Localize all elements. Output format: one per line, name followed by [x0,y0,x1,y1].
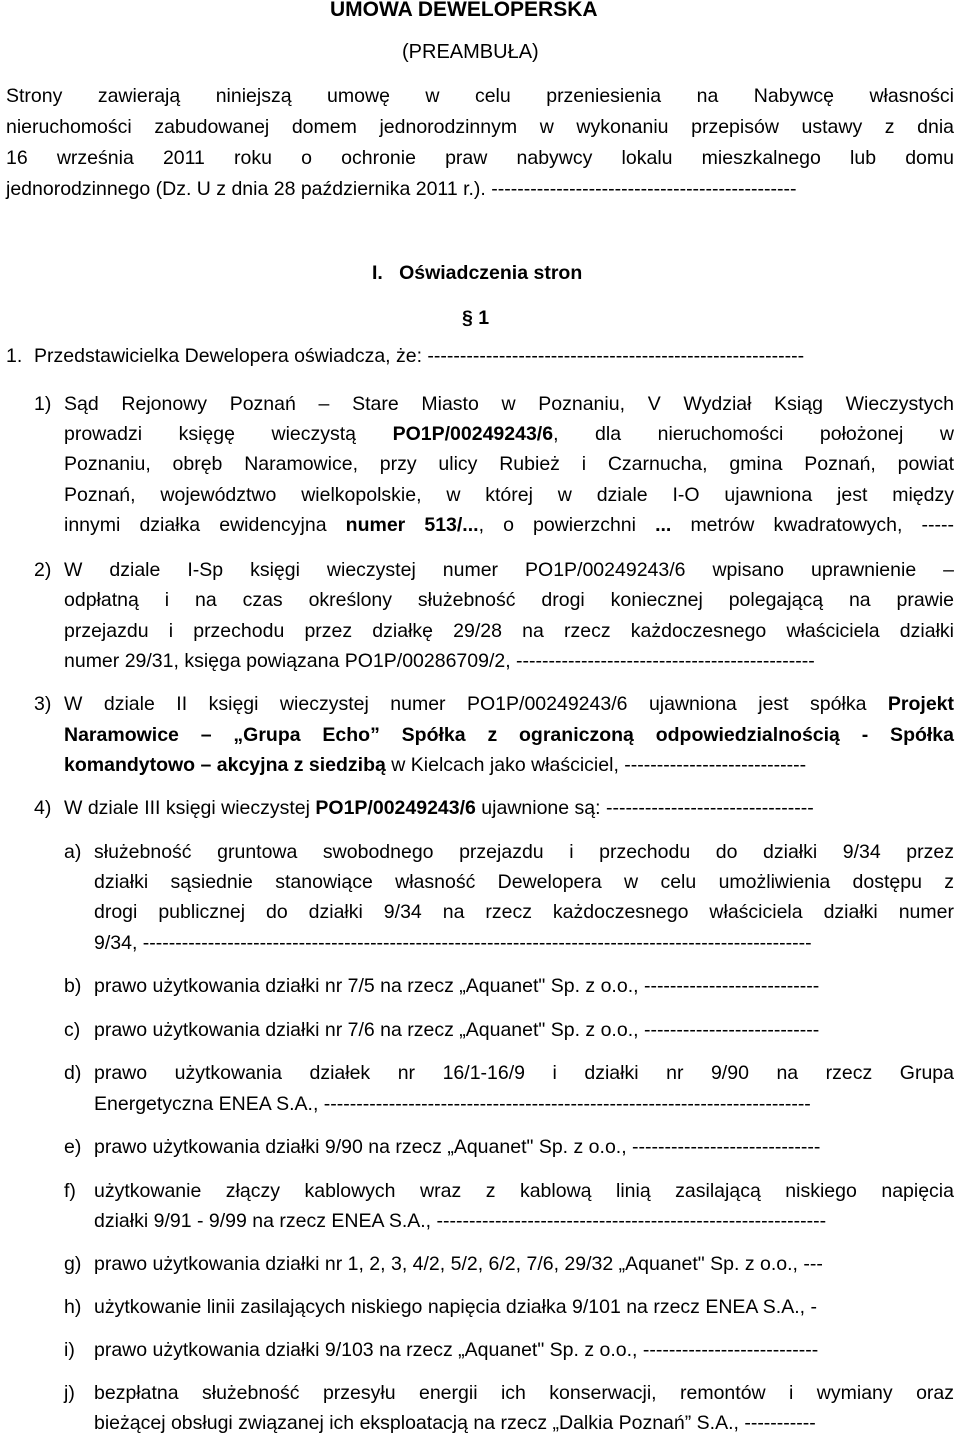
preamble-line: Strony zawierają niniejszą umowę w celu przeniesienia na Nabywcę własności [6,85,954,107]
company-name: Projekt [887,693,954,715]
subitem-line [64,692,954,716]
subitem-line: numer 29/31, księga powiązana PO1P/00286709/2, ---------------------------------------------- [64,650,815,672]
letter-label: c) [64,1019,81,1041]
letter-line: bieżącej obsługi związanej ich eksploatacją na rzecz „Dalkia Poznań” S.A., ----------- [94,1412,816,1434]
preamble-heading: (PREAMBUŁA) [402,41,539,63]
company-name-line: Naramowice – „Grupa Echo” Spółka z ograniczoną odpowiedzialnością - Spółka [64,724,954,746]
subitem-line: przejazdu i przechodu przez działkę 29/28 na rzecz każdoczesnego właściciela działki [64,620,954,642]
letter-label: d) [64,1062,82,1084]
subitem-line: odpłatną i na czas określony służebność drogi koniecznej polegającą na prawie [64,589,954,611]
letter-line: prawo użytkowania działki 9/103 na rzecz „Aquanet" Sp. z o.o., --------------------------- [94,1339,819,1361]
land-register-number: PO1P/00249243/6 [315,797,476,819]
letter-line: działki 9/91 - 9/99 na rzecz ENEA S.A., ------------------------------------------------------------ [94,1210,827,1232]
section-heading: I. Oświadczenia stron [372,262,583,284]
letter-line: służebność gruntowa swobodnego przejazdu i przechodu do działki 9/34 przez [94,841,954,863]
letter-label: j) [64,1382,75,1404]
letter-line: działki sąsiednie stanowiące własność Dewelopera w celu umożliwienia dostępu z [94,871,954,893]
subitem-label: 2) [34,559,52,581]
letter-line: prawo użytkowania działki 9/90 na rzecz „Aquanet" Sp. z o.o., ----------------------------- [94,1136,821,1158]
item-number: 1. [6,345,23,367]
letter-line: 9/34, ------------------------------------------------------------------------------------------------------- [94,932,812,954]
subitem-label: 4) [34,797,52,819]
letter-label: g) [64,1253,82,1275]
subitem-label: 3) [34,693,52,715]
subitem-line [64,422,954,446]
subitem-line: Poznań, województwo wielkopolskie, w której w dziale I-O ujawniona jest między [64,484,954,506]
subitem-line: Sąd Rejonowy Poznań – Stare Miasto w Poznaniu, V Wydział Ksiąg Wieczystych [64,393,954,415]
text: w Kielcach jako właściciel, ---------------------------- [385,754,807,776]
text: ujawnione są: -------------------------------- [475,797,814,819]
item-text: Przedstawicielka Dewelopera oświadcza, że: ---------------------------------------------------------- [34,345,805,367]
preamble-line: jednorodzinnego (Dz. U z dnia 28 października 2011 r.). ----------------------------------------------- [6,178,797,200]
letter-line: użytkowanie linii zasilających niskiego napięcia działka 9/101 na rzecz ENEA S.A., - [94,1296,817,1318]
text: , dla nieruchomości położonej w [553,423,954,445]
land-register-number: PO1P/00249243/6 [392,423,554,445]
subitem-line [64,796,814,820]
letter-label: i) [64,1339,75,1361]
letter-label: f) [64,1180,76,1202]
document-title: UMOWA DEWELOPERSKA [330,0,598,21]
letter-line: prawo użytkowania działki nr 7/5 na rzecz „Aquanet" Sp. z o.o., --------------------------- [94,975,820,997]
text: , o powierzchni [478,514,656,536]
subitem-line: W dziale I-Sp księgi wieczystej numer PO1P/00249243/6 wpisano uprawnienie – [64,559,954,581]
letter-line: prawo użytkowania działki nr 7/6 na rzecz „Aquanet" Sp. z o.o., --------------------------- [94,1019,820,1041]
letter-line: użytkowanie złączy kablowych wraz z kablową linią zasilającą niskiego napięcia [94,1180,954,1202]
text: prowadzi księgę wieczystą [64,423,393,445]
letter-label: h) [64,1296,82,1318]
preamble-line: nieruchomości zabudowanej domem jednorodzinnym w wykonaniu przepisów ustawy z dnia [6,116,954,138]
letter-label: e) [64,1136,82,1158]
text: W dziale II księgi wieczystej numer PO1P/00249243/6 ujawniona jest spółka [64,693,888,715]
letter-line: prawo użytkowania działki nr 1, 2, 3, 4/2, 5/2, 6/2, 7/6, 29/32 „Aquanet" Sp. z o.o., --- [94,1253,823,1275]
preamble-line: 16 września 2011 roku o ochronie praw nabywcy lokalu mieszkalnego lub domu [6,147,954,169]
text: metrów kwadratowych, ----- [671,514,954,536]
letter-line: bezpłatna służebność przesyłu energii ich konserwacji, remontów i wymiany oraz [94,1382,954,1404]
subitem-line [64,513,954,537]
area-placeholder: ... [655,514,672,536]
plot-number: numer 513/... [345,514,479,536]
text: innymi działka ewidencyjna [64,514,346,536]
company-name: komandytowo – akcyjna z siedzibą [64,754,386,776]
subitem-label: 1) [34,393,52,415]
letter-label: b) [64,975,82,997]
letter-label: a) [64,841,82,863]
text: W dziale III księgi wieczystej [64,797,316,819]
subitem-line: Poznaniu, obręb Naramowice, przy ulicy Rubież i Czarnucha, gmina Poznań, powiat [64,453,954,475]
letter-line: Energetyczna ENEA S.A., --------------------------------------------------------------------------- [94,1093,811,1115]
letter-line: drogi publicznej do działki 9/34 na rzecz każdoczesnego właściciela działki numer [94,901,954,923]
letter-line: prawo użytkowania działek nr 16/1-16/9 i działki nr 9/90 na rzecz Grupa [94,1062,954,1084]
paragraph-symbol: § 1 [462,307,490,329]
subitem-line [64,753,806,777]
